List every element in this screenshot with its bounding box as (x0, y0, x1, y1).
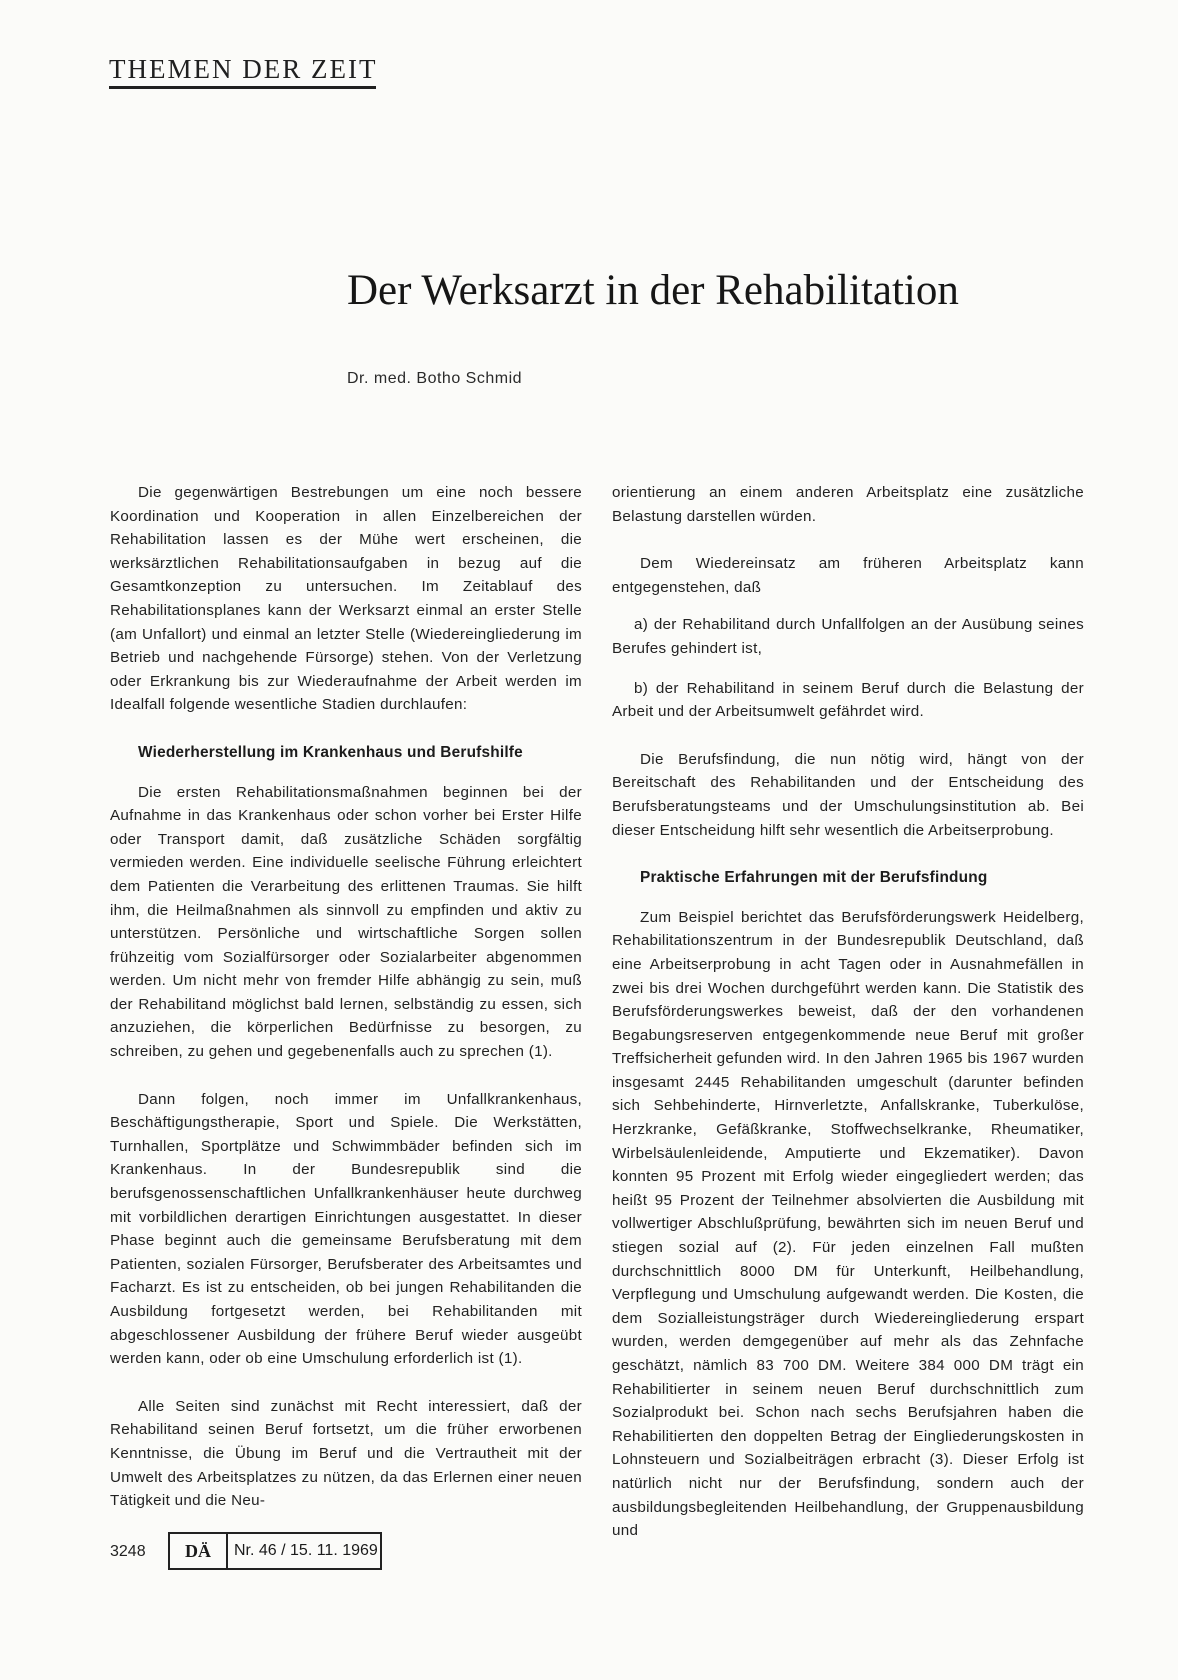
paragraph-berufsfindung: Die Berufsfindung, die nun nötig wird, hängt von der Bereitschaft des Rehabilitanden und der Entscheidung des Berufsberatungsteams und der Umschulungsinstitution ab. Bei dieser Entscheidung hilft sehr wesentlich die Arbeitserprobung. (612, 750, 1084, 839)
paragraph-intro: Die gegenwärtigen Bestrebungen um eine noch bessere Koordination und Kooperation in allen Einzelbereichen der Rehabilitation lassen es der Mühe wert erscheinen, die werksärztlichen Rehabilitationsaufgaben in bezug auf die Gesamtkonzeption zu untersuchen. Im Zeitablauf des Rehabilitationsplanes kann der Werksarzt einmal an erster Stelle (am Unfallort) und einmal an letzter Stelle (Wiedereingliederung im Betrieb und nachgehende Fürsorge) stehen. Von der Verletzung oder Erkrankung bis zur Wiederaufnahme der Arbeit werden im Idealfall folgende wesentliche Stadien durchlaufen: (110, 484, 582, 714)
issue-info: Nr. 46 / 15. 11. 1969 (234, 1542, 378, 1559)
paragraph-interest: Alle Seiten sind zunächst mit Recht interessiert, daß der Rehabilitand seinen Beruf fortsetzt, um die früher erworbenen Kenntnisse, die Übung im Beruf und die Vertrautheit mit der Umwelt des Arbeitsplatzes zu nützen, da das Erlernen einer neuen Tätigkeit und die Neu- (110, 1397, 582, 1510)
article-title: Der Werksarzt in der Rehabilitation (347, 267, 959, 314)
section-heading-wiederherstellung: Wiederherstellung im Krankenhaus und Berufshilfe (138, 743, 523, 761)
journal-footer-box (168, 1532, 382, 1570)
section-heading-praktische-erfahrungen: Praktische Erfahrungen mit der Berufsfindung (640, 869, 988, 887)
journal-logo: DÄ (170, 1534, 228, 1568)
paragraph-therapy: Dann folgen, noch immer im Unfallkrankenhaus, Beschäftigungstherapie, Sport und Spiele. Die Werkstätten, Turnhallen, Sportplätze und Schwimmbäder befinden sich im Krankenhaus. In der Bundesrepublik sind die berufsgenossenschaftlichen Unfallkrankenhäuser heute durchweg mit vorbildlichen derartigen Einrichtungen ausgestattet. In dieser Phase beginnt auch die gemeinsame Berufsberatung mit dem Patienten, sozialen Fürsorger, Berufsberater des Arbeitsamtes und Facharzt. Es ist zu entscheiden, ob bei jungen Rehabilitanden die Ausbildung fortgesetzt werden, bei Rehabilitanden mit abgeschlossener Ausbildung der frühere Beruf wieder ausgeübt werden kann, oder ob eine Umschulung erforderlich ist (1). (110, 1090, 582, 1368)
paragraph-rehab-measures: Die ersten Rehabilitationsmaßnahmen beginnen bei der Aufnahme in das Krankenhaus oder schon vorher bei Erster Hilfe oder Transport damit, daß zusätzliche Schäden sorgfältig vermieden werden. Eine individuelle seelische Führung erleichtert dem Patienten die Verarbeitung des erlittenen Traumas. Sie hilft ihm, die Heilmaßnahmen als sinnvoll zu empfinden und aktiv zu unterstützen. Persönliche und wirtschaftliche Sorgen sollen frühzeitig vom Sozialfürsorger oder Sozialarbeiter abgenommen werden. Um nicht mehr von fremder Hilfe abhängig zu sein, muß der Rehabilitand möglichst bald lernen, selbständig zu essen, sich anzuziehen, die körperlichen Bedürfnisse zu besorgen, zu schreiben, zu gehen und gegebenenfalls auch zu sprechen (1). (110, 783, 582, 1061)
list-item-a: a) der Rehabilitand durch Unfallfolgen an der Ausübung seines Berufes gehindert ist, (612, 616, 1084, 657)
section-header: THEMEN DER ZEIT (109, 54, 378, 84)
page-number: 3248 (110, 1543, 146, 1560)
right-column (612, 481, 1084, 1567)
section-header-rule (109, 86, 376, 89)
article-author: Dr. med. Botho Schmid (347, 370, 523, 387)
left-column (110, 481, 582, 1537)
paragraph-example-heidelberg: Zum Beispiel berichtet das Berufsförderungswerk Heidelberg, Rehabilitationszentrum in der Bundesrepublik Deutschland, daß eine Arbeitserprobung in acht Tagen oder in Ausnahmefällen in zwei bis drei Wochen durchgeführt werden kann. Die Statistik des Berufsförderungswerkes beweist, daß der den vorhandenen Begabungsreserven entgegenkommende neue Beruf mit großer Treffsicherheit gefunden wird. In den Jahren 1965 bis 1967 wurden insgesamt 2445 Rehabilitanden umgeschult (darunter befinden sich Sehbehinderte, Hirnverletzte, Anfallskranke, Tuberkulöse, Herzkranke, Gefäßkranke, Stoffwechselkranke, Rheumatiker, Wirbelsäulenleidende, Amputierte und Ekzematiker). Davon konnten 95 Prozent mit Erfolg wieder eingegliedert werden; das heißt 95 Prozent der Teilnehmer absolvierten die Ausbildung mit vollwertiger Abschlußprüfung, bewährten sich im neuen Beruf und stiegen sozial auf (2). Für jeden einzelnen Fall mußten durchschnittlich 8000 DM für Unterkunft, Heilbehandlung, Verpflegung und Umschulung aufgewandt werden. Die Kosten, die dem Sozialleistungsträger durch Wiedereingliederung erspart wurden, werden demgegenüber auf mehr als das Zehnfache geschätzt, nämlich 83 700 DM. Weitere 384 000 DM trägt ein Rehabilitierter in seinem neuen Beruf durchschnittlich zum Sozialprodukt bei. Schon nach sechs Berufsjahren haben die Rehabilitierten den doppelten Betrag der Eingliederungskosten in Lohnsteuern und Sozialbeiträgen erbracht (3). Dieser Erfolg ist natürlich nicht nur der Berufsfindung, sondern auch der ausbildungsbegleitenden Heilbehandlung, der Gruppenausbildung und (612, 908, 1084, 1540)
paragraph-obstacles: Dem Wiedereinsatz am früheren Arbeitsplatz kann entgegenstehen, daß (612, 555, 1084, 596)
paragraph-continuation: orientierung an einem anderen Arbeitsplatz eine zusätzliche Belastung darstellen würden. (612, 484, 1084, 525)
list-item-b: b) der Rehabilitand in seinem Beruf durch die Belastung der Arbeit und der Arbeitsumwelt gefährdet wird. (612, 679, 1084, 721)
